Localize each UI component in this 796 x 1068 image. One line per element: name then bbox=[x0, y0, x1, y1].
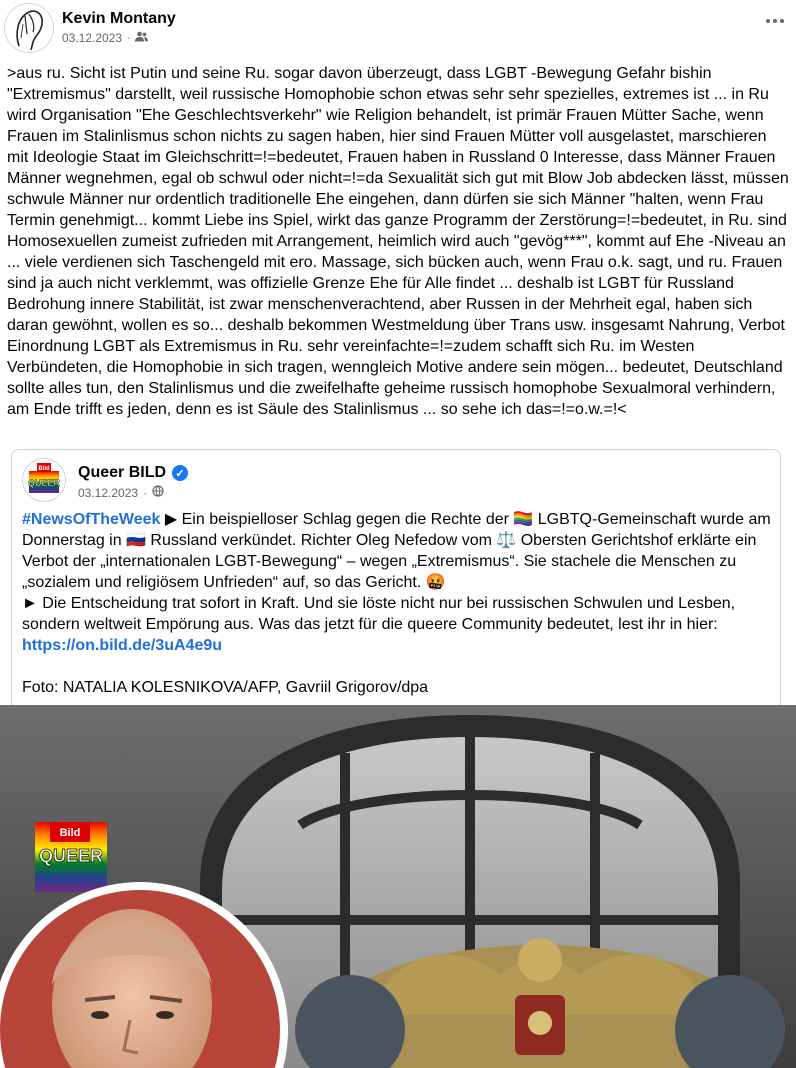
shared-line-2: ► Die Entscheidung trat sofort in Kraft. Und sie löste nicht nur bei russischen Schwulen und Lesben, sondern weltweit Empörung aus. Was das jetzt für die queere Community bedeutet, lest ihr in hier: bbox=[22, 595, 736, 633]
page-name[interactable]: Queer BILD bbox=[78, 464, 167, 481]
page-name-row bbox=[78, 464, 188, 482]
article-link[interactable]: https://on.bild.de/3uA4e9u bbox=[22, 637, 223, 654]
post-image[interactable] bbox=[0, 705, 796, 1068]
author-name[interactable]: Kevin Montany bbox=[62, 10, 176, 27]
globe-icon bbox=[152, 485, 164, 500]
shared-post-meta bbox=[78, 485, 164, 500]
shared-paragraph-1 bbox=[22, 509, 772, 593]
hashtag-link[interactable]: #NewsOfTheWeek bbox=[22, 511, 161, 528]
shared-post-card[interactable] bbox=[11, 449, 781, 706]
shared-paragraph-2 bbox=[22, 593, 772, 656]
badge-queer-text: QUEER bbox=[38, 846, 104, 866]
shared-line-1: ▶ Ein beispielloser Schlag gegen die Rechte der 🏳️‍🌈 LGBTQ-Gemeinschaft wurde am Donnerstag in 🇷🇺 Russland verkündet. Richter Oleg Nefedow vom ⚖️ Obersten Gerichtshof erklärte ein Verbot der „internationalen LGBT-Bewegung“ – wegen „Extremismus“. Sie stachele die Menschen zu „sozialem und religiösem Unfrieden“ auf, so das Gericht. 🤬 bbox=[22, 511, 771, 591]
friends-icon bbox=[135, 31, 148, 45]
post-header bbox=[0, 0, 796, 56]
logo-bild-text: Bild bbox=[38, 466, 50, 472]
post-date[interactable]: 03.12.2023 bbox=[62, 31, 123, 45]
photo-credit: Foto: NATALIA KOLESNIKOVA/AFP, Gavriil Grigorov/dpa bbox=[22, 679, 429, 696]
logo-queer-text: QUEER bbox=[27, 478, 61, 488]
meta-separator: · bbox=[143, 485, 148, 500]
shared-post-text bbox=[22, 509, 772, 698]
shared-post-date[interactable]: 03.12.2023 bbox=[78, 485, 139, 500]
post-meta bbox=[62, 31, 148, 45]
bild-queer-badge bbox=[35, 822, 107, 892]
page-logo[interactable] bbox=[22, 458, 66, 502]
spacer bbox=[22, 656, 772, 677]
verified-badge-icon: ✓ bbox=[172, 465, 188, 481]
post-text: >aus ru. Sicht ist Putin und seine Ru. sogar davon überzeugt, dass LGBT -Bewegung Gefahr bishin "Extremismus" darstellt, weil russische Homophobie schon etwas sehr sehr spezielles, extremes ist ... in Ru wird Organisation "Ehe Geschlechtsverkehr" wie Religion behandelt, ist primär Frauen Mütter Sache, wenn Frauen im Stalinlismus schon nichts zu sagen haben, hier sind Frauen Mütter voll ausgelastet, marschieren mit Ideologie Staat im Gleichschritt=!=bedeutet, Frauen haben in Russland 0 Interesse, dass Männer Frauen Männer wegnehmen, egal ob schwul oder nicht=!=da Sexualität sich gut mit Blow Job abdecken lässt, müssen schwule Männer nur ordentlich traditionelle Ehe eingehen, dann dürfen sie sich Männer "halten, wenn Frau Termin genehmigt... kommt Liebe ins Spiel, wirkt das ganze Programm der Zerstörung=!=bedeutet, in Ru. sind Homosexuellen zumeist zufrieden mit Arrangement, heimlich wird auch "gevög***", kommt auf Ehe -Niveau an ... viele verdienen sich Taschengeld mit ero. Massage, sich bücken auch, wenn Frau o.k. sagt, und ru. Frauen sind ja auch nicht verklemmt, was offizielle Grenze Ehe für Alle findet ... deshalb ist LGBT für Russland Bedrohung innere Stabilität, ist zwar menschenverachtend, aber Russen in der Mehrheit egal, haben sich daran gewöhnt, wollen es so... deshalb bekommen Westmeldung über Trans usw. insgesamt Nahrung, Verbot Einordnung LGBT als Extremismus in Ru. sehr vereinfachte=!=zudem schafft sich Ru. im Westen Verbündeten, die Homophobie in sich tragen, wenngleich Motive andere sein mögen... bedeutet, Deutschland sollte alles tun, den Stalinlismus und die zweifelhafte geheime russisch homophobe Sexualmoral verhindern, am Ende trifft es jeden, denn es ist Säule des Stalinlismus ... so sehe ich das=!=o.w.=!< bbox=[7, 65, 789, 418]
meta-separator: · bbox=[127, 32, 131, 44]
badge-bild-text: Bild bbox=[59, 827, 81, 839]
more-dots-icon[interactable] bbox=[764, 10, 786, 32]
author-avatar[interactable] bbox=[4, 3, 54, 53]
